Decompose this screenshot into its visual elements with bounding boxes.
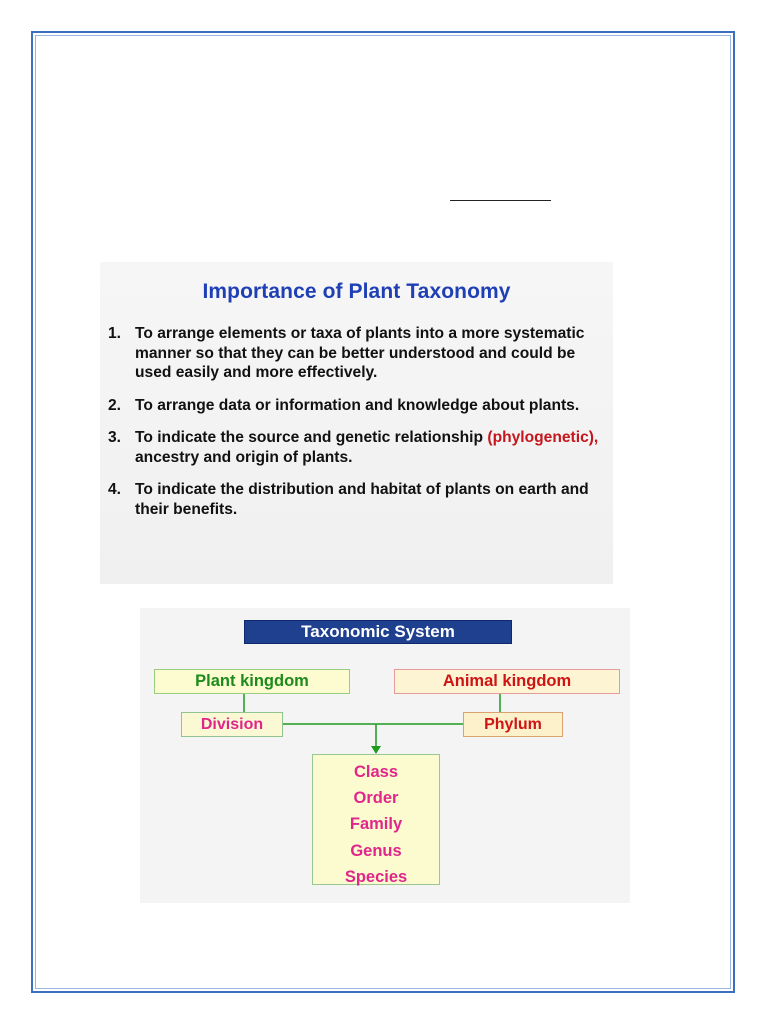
item-number: 2. [108, 396, 122, 414]
division-box: Division [181, 712, 283, 737]
item-number: 3. [108, 429, 122, 446]
slide-title: Importance of Plant Taxonomy [202, 280, 511, 303]
rank-class: Class [353, 763, 399, 781]
importance-list [108, 324, 608, 532]
list-item [108, 324, 608, 383]
list-item [108, 396, 608, 416]
phylum-box: Phylum [463, 712, 563, 737]
animal-kingdom-box: Animal kingdom [394, 669, 620, 694]
list-item [108, 480, 608, 519]
item-text: To arrange elements or taxa of plants into a more systematic manner so that they can be better understood and could be used easily and more effectively. [135, 325, 585, 381]
rank-genus: Genus [350, 841, 402, 860]
highlight-term: (phylogenetic), [487, 429, 599, 446]
importance-slide [100, 262, 613, 584]
taxonomic-system-title: Taxonomic System [244, 620, 512, 644]
rank-order: Order [353, 789, 399, 808]
list-item [108, 428, 608, 467]
item-text-before: To indicate the source and genetic relationship [135, 429, 488, 446]
taxonomic-system-slide [140, 608, 630, 903]
rank-species: Species [344, 867, 408, 886]
item-text: To arrange data or information and knowledge about plants. [135, 396, 580, 414]
arrow-down-icon [371, 746, 381, 754]
plant-kingdom-box: Plant kingdom [154, 669, 350, 694]
rank-family: Family [349, 815, 403, 834]
item-text: To indicate the distribution and habitat of plants on earth and their benefits. [135, 481, 589, 518]
ranks-box [312, 754, 440, 885]
item-number: 1. [108, 325, 122, 342]
item-text-after: ancestry and origin of plants. [135, 448, 353, 466]
item-number: 4. [108, 481, 122, 498]
horizontal-rule [450, 200, 551, 201]
